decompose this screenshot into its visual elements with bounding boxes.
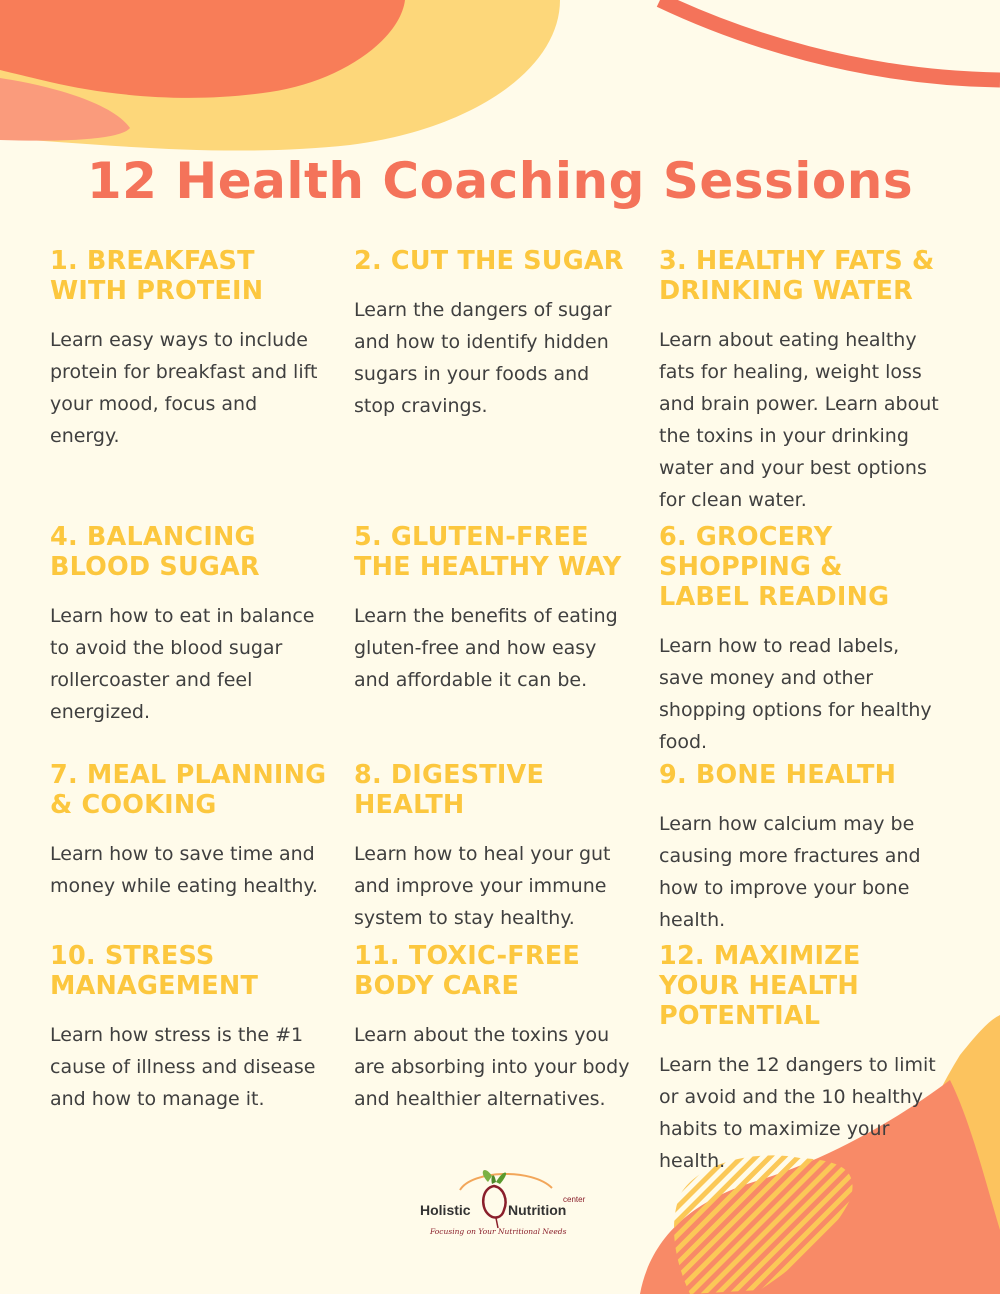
session-description: Learn the benefits of eating gluten-free and how easy and affordable it can be. — [354, 605, 618, 691]
session-card — [659, 760, 941, 936]
session-heading: 7. MEAL PLANNING & COOKING — [50, 760, 327, 820]
session-card — [50, 941, 332, 1115]
page-title: 12 Health Coaching Sessions — [86, 152, 914, 210]
session-card — [659, 522, 941, 758]
session-heading: 3. HEALTHY FATS & DRINKING WATER — [659, 246, 935, 306]
session-heading: 2. CUT THE SUGAR — [354, 246, 624, 276]
session-description: Learn how stress is the #1 cause of illness and disease and how to manage it. — [50, 1024, 316, 1110]
session-heading: 1. BREAKFAST WITH PROTEIN — [50, 246, 264, 306]
logo-name-small: center — [563, 1195, 586, 1204]
session-heading: 6. GROCERY SHOPPING & LABEL READING — [659, 522, 890, 612]
session-description: Learn the 12 dangers to limit or avoid and the 10 healthy habits to maximize your health. — [659, 1054, 936, 1172]
session-heading: 9. BONE HEALTH — [659, 760, 897, 790]
session-card — [354, 941, 636, 1115]
session-card — [354, 522, 636, 696]
session-description: Learn about the toxins you are absorbing into your body and healthier alternatives. — [354, 1024, 630, 1110]
session-heading: 12. MAXIMIZE YOUR HEALTH POTENTIAL — [659, 941, 861, 1031]
session-card — [50, 760, 332, 902]
session-card — [659, 246, 941, 516]
session-heading: 11. TOXIC-FREE BODY CARE — [354, 941, 580, 1001]
session-description: Learn how to read labels, save money and other shopping options for healthy food. — [659, 635, 932, 753]
session-description: Learn how calcium may be causing more fractures and how to improve your bone health. — [659, 813, 921, 931]
session-card — [50, 246, 332, 452]
logo-name-left: Holistic — [420, 1202, 471, 1218]
logo-tagline: Focusing on Your Nutritional Needs — [430, 1227, 567, 1236]
session-description: Learn easy ways to include protein for breakfast and lift your mood, focus and energy. — [50, 329, 318, 447]
session-description: Learn how to heal your gut and improve your immune system to stay healthy. — [354, 843, 611, 929]
session-description: Learn about eating healthy fats for healing, weight loss and brain power. Learn about the toxins in your drinking water and your best options for clean water. — [659, 329, 939, 511]
top-right-curve — [660, 0, 1000, 80]
session-card — [354, 760, 636, 934]
session-heading: 8. DIGESTIVE HEALTH — [354, 760, 545, 820]
session-card — [354, 246, 636, 422]
session-description: Learn the dangers of sugar and how to identify hidden sugars in your foods and stop cravings. — [354, 299, 612, 417]
session-description: Learn how to save time and money while eating healthy. — [50, 843, 318, 897]
session-heading: 10. STRESS MANAGEMENT — [50, 941, 259, 1001]
session-heading: 5. GLUTEN-FREE THE HEALTHY WAY — [354, 522, 622, 582]
session-card — [659, 941, 941, 1177]
session-card — [50, 522, 332, 728]
session-heading: 4. BALANCING BLOOD SUGAR — [50, 522, 260, 582]
session-description: Learn how to eat in balance to avoid the blood sugar rollercoaster and feel energized. — [50, 605, 315, 723]
logo-name-right: Nutrition — [508, 1202, 567, 1218]
holistic-nutrition-logo — [412, 1162, 598, 1244]
